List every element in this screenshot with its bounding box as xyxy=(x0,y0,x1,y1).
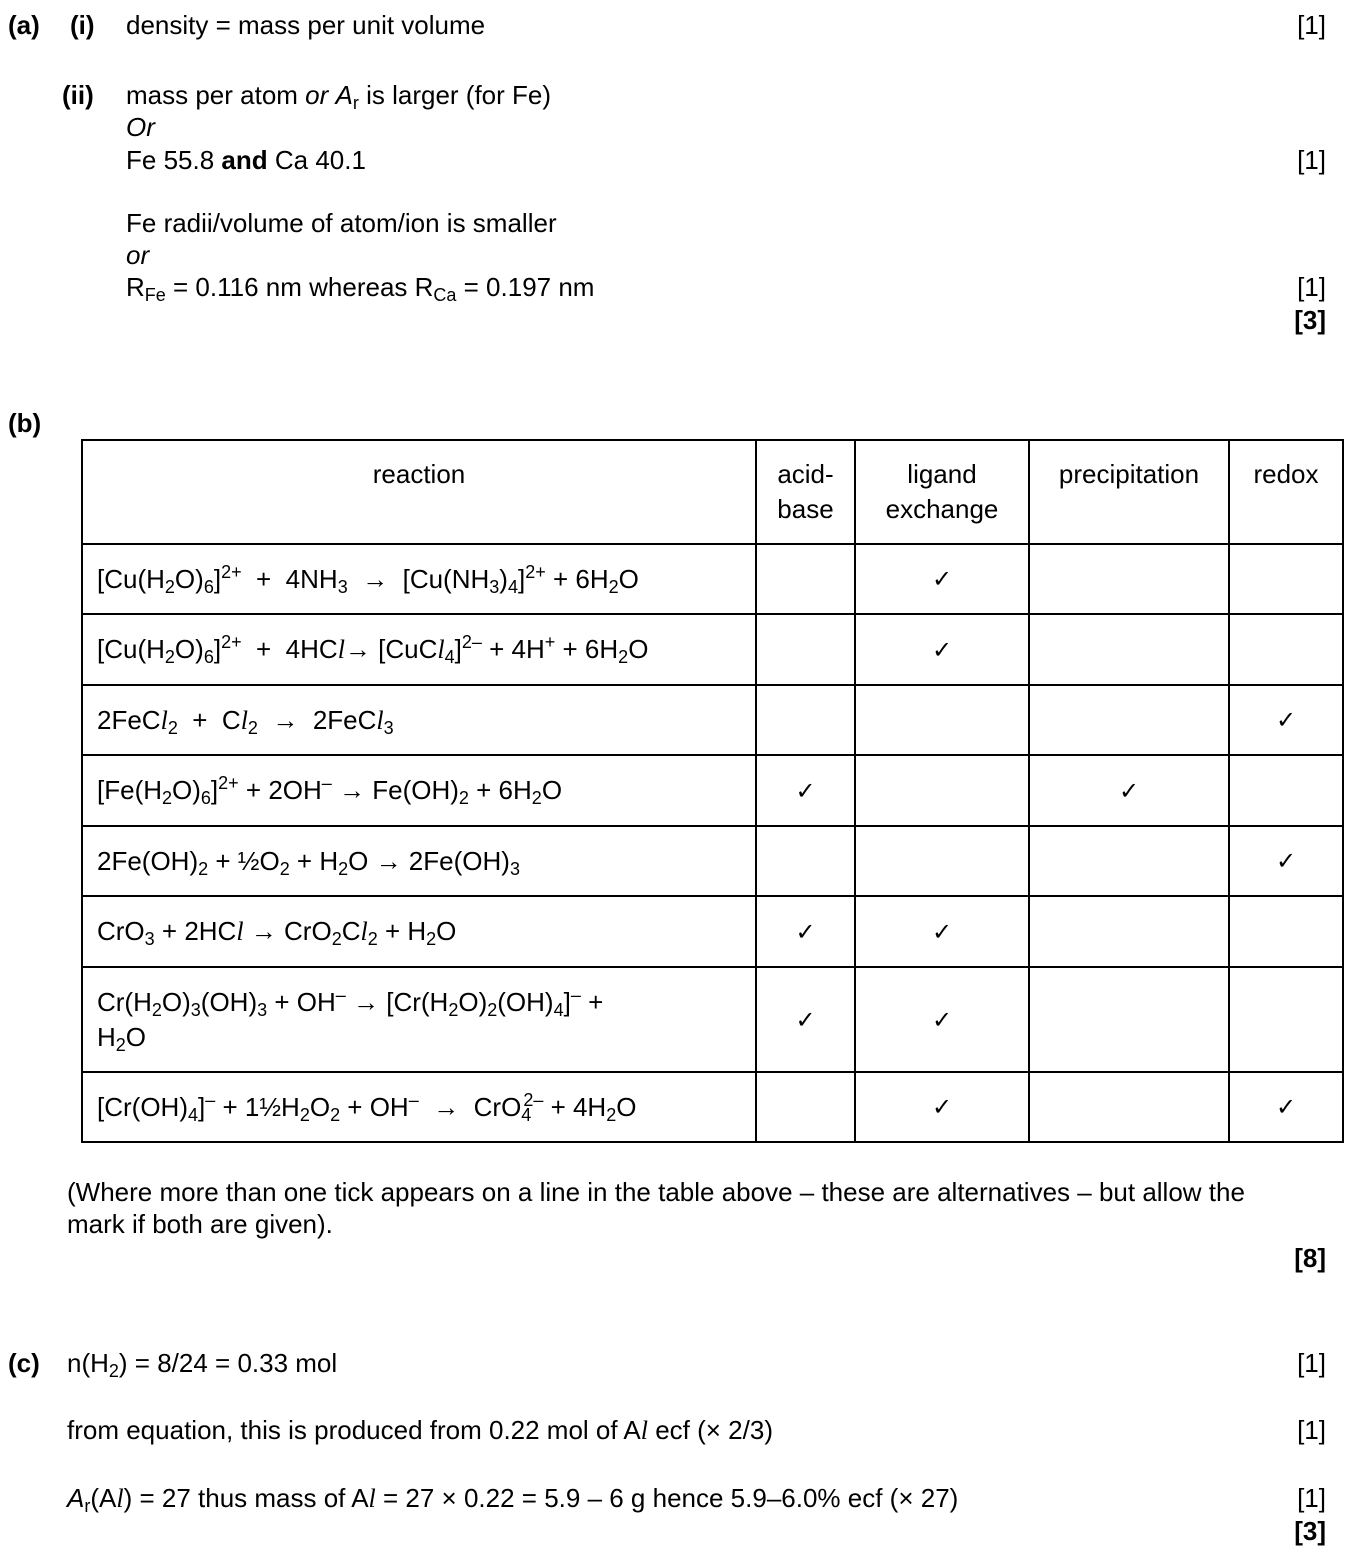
table-row xyxy=(82,614,1343,685)
part-a-ii-line4: Fe radii/volume of atom/ion is smaller xyxy=(126,208,557,238)
header-reaction: reaction xyxy=(82,440,756,544)
tick-mark-icon: ✓ xyxy=(931,1093,953,1121)
part-a-ii-label: (ii) xyxy=(62,80,94,110)
tick-cell-ligand-exchange xyxy=(855,755,1029,826)
reaction-equation: $[Cu(H_2O)_6]^{2+} + 4HCl\to$ [CuCl$_4$]$^{2-}$ + $4H^+ + 6H_2O$ xyxy=(82,614,756,685)
tick-cell-acid-base xyxy=(756,826,855,896)
part-c-label: (c) xyxy=(8,1348,40,1378)
tick-cell-acid-base xyxy=(756,967,855,1072)
part-a-ii-line6: $R_{Fe} = 0.116$ nm whereas $R_{Ca} = 0.197$ nm xyxy=(126,272,595,305)
part-c-line1: $n(H_2) = 8/24 = 0.33$ mol xyxy=(67,1348,338,1381)
tick-mark-icon: ✓ xyxy=(795,917,816,946)
table-row xyxy=(82,685,1343,755)
tick-cell-redox xyxy=(1229,826,1343,896)
table-row xyxy=(82,755,1343,826)
table-row xyxy=(82,544,1343,614)
part-b-note-line1: (Where more than one tick appears on a line in the table above – these are alternatives – but allow the xyxy=(67,1177,1245,1207)
header-ligand-exchange: ligand exchange xyxy=(855,440,1029,544)
tick-cell-redox xyxy=(1229,544,1343,614)
tick-cell-precipitation xyxy=(1029,755,1229,826)
table-row xyxy=(82,1072,1343,1142)
part-b-label: (b) xyxy=(8,408,42,438)
tick-mark-icon: ✓ xyxy=(1118,776,1140,805)
part-c-line3: $A_r(Al) = 27$ thus mass of Al = 27 × 0.22 = 5.9 – 6 g hence 5.9–6.0% ecf (× 27) xyxy=(67,1483,959,1516)
tick-cell-precipitation xyxy=(1029,896,1229,967)
tick-mark-icon: ✓ xyxy=(795,776,816,805)
tick-cell-acid-base xyxy=(756,1072,855,1142)
tick-cell-acid-base xyxy=(756,685,855,755)
tick-cell-precipitation xyxy=(1029,685,1229,755)
header-precipitation: precipitation xyxy=(1029,440,1229,544)
part-a-ii-or1: Or xyxy=(126,112,155,142)
part-b-total: [8] xyxy=(1294,1243,1326,1273)
part-a-i-label: (i) xyxy=(70,10,95,40)
tick-cell-redox xyxy=(1229,614,1343,685)
tick-cell-ligand-exchange xyxy=(855,614,1029,685)
tick-cell-redox xyxy=(1229,1072,1343,1142)
reaction-equation: $[Cu(H_2O)_6]^{2+} + 4NH_3 \to [Cu(NH_3)_4]^{2+} + 6H_2O$ xyxy=(82,544,756,614)
tick-cell-acid-base xyxy=(756,614,855,685)
tick-mark-icon: ✓ xyxy=(1275,706,1297,734)
tick-cell-ligand-exchange xyxy=(855,896,1029,967)
tick-mark-icon: ✓ xyxy=(931,635,953,664)
table-header-row xyxy=(82,440,1343,544)
table-row xyxy=(82,826,1343,896)
header-acid-base: acid- base xyxy=(756,440,855,544)
tick-cell-precipitation xyxy=(1029,826,1229,896)
tick-cell-redox xyxy=(1229,755,1343,826)
table-row xyxy=(82,967,1343,1072)
reaction-equation: $[Fe(H_2O)_6]^{2+} + 2OH^- \to Fe(OH)_2 + 6H_2O$ xyxy=(82,755,756,826)
reaction-equation: $Cr(H_2O)_3(OH)_3 + OH^- \to [Cr(H_2O)_2(OH)_4]^-$ + $H_2O$ xyxy=(82,967,756,1072)
tick-cell-acid-base xyxy=(756,544,855,614)
tick-cell-ligand-exchange xyxy=(855,685,1029,755)
tick-mark-icon: ✓ xyxy=(931,1005,953,1034)
reaction-equation: 2FeCl$_2$ + $Cl_2$ → 2FeCl$_3$ xyxy=(82,685,756,755)
part-a-ii-or2: or xyxy=(126,240,150,270)
tick-cell-acid-base xyxy=(756,755,855,826)
tick-cell-ligand-exchange xyxy=(855,544,1029,614)
tick-cell-precipitation xyxy=(1029,967,1229,1072)
tick-cell-precipitation xyxy=(1029,614,1229,685)
part-a-ii-mark2: [1] xyxy=(1297,272,1326,302)
part-c-line2: from equation, this is produced from 0.22 mol of Al ecf (× 2/3) xyxy=(67,1415,773,1445)
tick-mark-icon: ✓ xyxy=(931,565,953,593)
part-a-ii-mark1: [1] xyxy=(1297,145,1326,175)
part-a-i-mark: [1] xyxy=(1297,10,1326,40)
tick-cell-ligand-exchange xyxy=(855,1072,1029,1142)
part-a-i-text: density = mass per unit volume xyxy=(126,10,486,40)
tick-mark-icon: ✓ xyxy=(931,917,953,946)
tick-mark-icon: ✓ xyxy=(1275,847,1297,875)
reaction-equation: $2Fe(OH)_2$ + $\frac{1}{2}O_2 + H_2O \to 2Fe(OH)_3$ xyxy=(82,826,756,896)
part-a-ii-line3: Fe 55.8 and Ca 40.1 xyxy=(126,145,366,175)
reaction-equation: $CrO_3 + 2HCl \to CrO_2Cl_2 + H_2O$ xyxy=(82,896,756,967)
tick-mark-icon: ✓ xyxy=(1275,1093,1297,1121)
tick-cell-precipitation xyxy=(1029,544,1229,614)
header-redox: redox xyxy=(1229,440,1343,544)
tick-cell-redox xyxy=(1229,896,1343,967)
reaction-equation: $[Cr(OH)_4]^-$ + $1\frac{1}{2}H_2O_2 + OH^- \to CrO_4^{2-} + 4H_2O$ xyxy=(82,1072,756,1142)
part-c-mark1: [1] xyxy=(1297,1348,1326,1378)
tick-mark-icon: ✓ xyxy=(795,1005,816,1034)
tick-cell-redox xyxy=(1229,967,1343,1072)
part-c-mark2: [1] xyxy=(1297,1415,1326,1445)
tick-cell-precipitation xyxy=(1029,1072,1229,1142)
tick-cell-ligand-exchange xyxy=(855,826,1029,896)
tick-cell-redox xyxy=(1229,685,1343,755)
reaction-table xyxy=(81,439,1344,1143)
part-a-total: [3] xyxy=(1294,305,1326,335)
part-a-label: (a) xyxy=(8,10,40,40)
part-c-mark3: [1] xyxy=(1297,1483,1326,1513)
part-a-ii-line1: mass per atom or $A_r$ is larger (for Fe) xyxy=(126,80,552,113)
part-c-total: [3] xyxy=(1294,1516,1326,1546)
tick-cell-acid-base xyxy=(756,896,855,967)
table-row xyxy=(82,896,1343,967)
tick-cell-ligand-exchange xyxy=(855,967,1029,1072)
part-b-note-line2: mark if both are given). xyxy=(67,1209,333,1239)
